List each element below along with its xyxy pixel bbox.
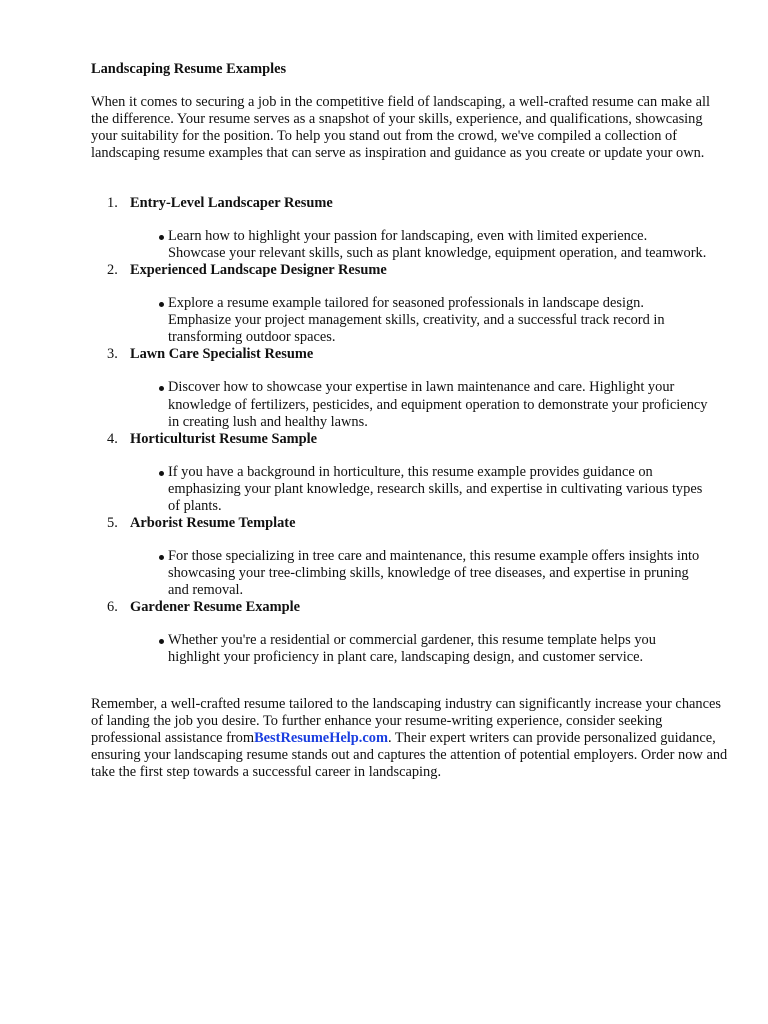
list-item bbox=[91, 599, 731, 666]
bullet-icon bbox=[159, 555, 164, 560]
list-item bbox=[91, 195, 731, 262]
list-item bbox=[91, 346, 731, 430]
item-number: 4. bbox=[107, 430, 118, 447]
item-description: Learn how to highlight your passion for landscaping, even with limited experience. Showcase your relevant skills, such as plant knowledge, equipment operation, and teamwork. bbox=[168, 228, 707, 262]
closing-paragraph bbox=[91, 696, 731, 781]
bullet-icon bbox=[159, 235, 164, 240]
best-resume-help-link[interactable]: BestResumeHelp.com bbox=[254, 730, 388, 747]
item-description: If you have a background in horticulture, this resume example provides guidance on emphasizing your plant knowledge, research skills, and expertise in cultivating various types of plants. bbox=[168, 463, 703, 514]
item-number: 3. bbox=[107, 346, 118, 363]
bullet-icon bbox=[159, 386, 164, 391]
item-title: Experienced Landscape Designer Resume bbox=[130, 262, 387, 279]
closing-text-before: Remember, a well-crafted resume tailored to the landscaping industry can significantly increase your chances of landing the job you desire. To further enhance your resume-writing experience, consider seeking professional assistance from bbox=[91, 696, 721, 747]
bullet-icon bbox=[159, 302, 164, 307]
item-bullet bbox=[91, 379, 708, 430]
item-description: For those specializing in tree care and maintenance, this resume example offers insights into showcasing your tree-climbing skills, knowledge of tree diseases, and expertise in pruning and removal. bbox=[168, 548, 700, 599]
closing-text-after: . Their expert writers can provide personalized guidance, ensuring your landscaping resume stands out and captures the attention of potential employers. Order now and take the first step towards a successful career in landscaping. bbox=[91, 730, 728, 781]
item-bullet bbox=[91, 295, 708, 346]
intro-paragraph: When it comes to securing a job in the competitive field of landscaping, a well-crafted resume can make all the difference. Your resume serves as a snapshot of your skills, experience, and qualifications, showcasing your suitability for the position. To help you stand out from the crowd, we've compiled a collection of landscaping resume examples that can serve as inspiration and guidance as you create or update your own. bbox=[91, 94, 710, 162]
item-number: 1. bbox=[107, 195, 118, 211]
bullet-icon bbox=[159, 471, 164, 476]
list-item bbox=[91, 515, 731, 599]
item-description: Whether you're a residential or commercial gardener, this resume template helps you highlight your proficiency in plant care, landscaping design, and customer service. bbox=[168, 632, 656, 666]
item-bullet bbox=[91, 632, 708, 666]
item-number: 2. bbox=[107, 262, 118, 279]
item-title: Arborist Resume Template bbox=[130, 515, 296, 532]
item-bullet bbox=[91, 548, 708, 599]
item-bullet bbox=[91, 464, 708, 515]
item-title: Entry-Level Landscaper Resume bbox=[130, 195, 333, 211]
item-title: Gardener Resume Example bbox=[130, 599, 301, 616]
resume-examples-list bbox=[91, 195, 731, 667]
item-title: Horticulturist Resume Sample bbox=[130, 430, 318, 447]
list-item bbox=[91, 262, 731, 346]
item-bullet bbox=[91, 228, 708, 262]
list-item bbox=[91, 431, 731, 515]
item-description: Discover how to showcase your expertise in lawn maintenance and care. Highlight your knowledge of fertilizers, pesticides, and equipment operation to demonstrate your proficiency in creating lush and healthy lawns. bbox=[168, 379, 708, 430]
bullet-icon bbox=[159, 639, 164, 644]
item-number: 6. bbox=[107, 599, 118, 616]
item-description: Explore a resume example tailored for seasoned professionals in landscape design. Emphasize your project management skills, creativity, and a successful track record in transforming outdoor spaces. bbox=[168, 295, 665, 346]
document-title: Landscaping Resume Examples bbox=[91, 61, 287, 77]
item-number: 5. bbox=[107, 515, 118, 532]
item-title: Lawn Care Specialist Resume bbox=[130, 346, 314, 363]
